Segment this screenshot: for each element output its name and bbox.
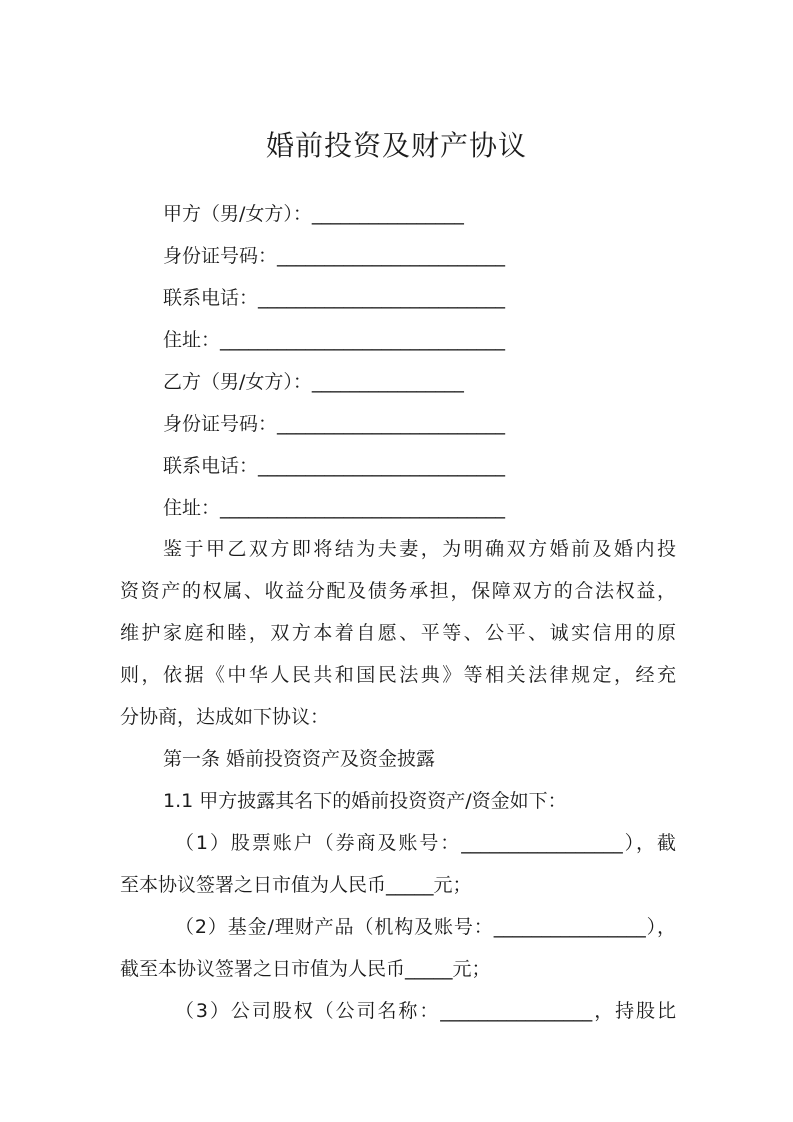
party-b-label: 乙方（男/女方）：________________ [163, 371, 464, 393]
party-b-address-field: 住址：______________________________ [163, 497, 506, 519]
item-2-line: （2）基金/理财产品（机构及账号：________________）， [175, 916, 676, 938]
party-b-id-field: 身份证号码：________________________ [163, 413, 506, 435]
party-a-address-field: 住址：______________________________ [163, 329, 506, 351]
party-a-label: 甲方（男/女方）：________________ [163, 203, 464, 225]
item-1-line: 至本协议签署之日市值为人民币_____元； [120, 874, 472, 896]
document-title: 婚前投资及财产协议 [265, 129, 527, 162]
preamble-line: 资资产的权属、收益分配及债务承担，保障双方的合法权益， [120, 580, 676, 602]
item-1-line: （1）股票账户（券商及账号：_________________），截 [175, 832, 676, 854]
party-a-id-field: 身份证号码：________________________ [163, 245, 506, 267]
preamble-line: 分协商，达成如下协议： [120, 706, 330, 728]
clause-1-1: 1.1 甲方披露其名下的婚前投资资产/资金如下： [163, 790, 567, 812]
article-1-heading: 第一条 婚前投资资产及资金披露 [163, 748, 436, 770]
preamble-line: 鉴于甲乙双方即将结为夫妻，为明确双方婚前及婚内投 [163, 538, 676, 560]
item-2-line: 截至本协议签署之日市值为人民币_____元； [120, 958, 491, 980]
party-b-phone-field: 联系电话：__________________________ [163, 455, 506, 477]
preamble-line: 则，依据《中华人民共和国民法典》等相关法律规定，经充 [120, 664, 676, 686]
preamble-line: 维护家庭和睦，双方本着自愿、平等、公平、诚实信用的原 [120, 622, 676, 644]
party-a-phone-field: 联系电话：__________________________ [163, 287, 506, 309]
item-3-line: （3）公司股权（公司名称：________________，持股比 [175, 1000, 676, 1022]
